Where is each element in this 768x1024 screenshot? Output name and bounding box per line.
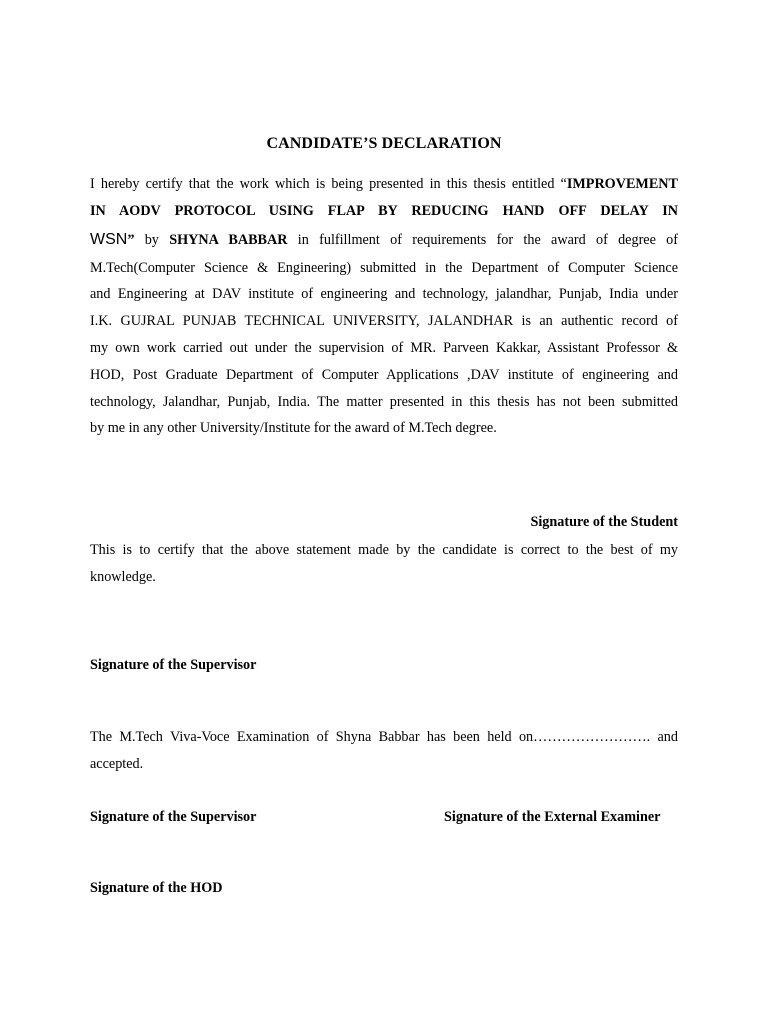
closing-quote: ” — [127, 231, 135, 248]
declaration-line-3 — [90, 225, 678, 255]
viva-paragraph — [90, 724, 678, 778]
signature-supervisor: Signature of the Supervisor — [90, 657, 257, 673]
declaration-line-6: I.K. GUJRAL PUNJAB TECHNICAL UNIVERSITY, JALANDHAR is an authentic record of — [90, 313, 678, 330]
certify-paragraph — [90, 537, 678, 591]
declaration-line-1 — [90, 171, 678, 198]
declaration-line-7: my own work carried out under the supervision of MR. Parveen Kakkar, Assistant Professor & — [90, 339, 678, 356]
thesis-title-part-3: WSN — [90, 230, 128, 248]
certify-line-2: knowledge. — [90, 568, 156, 585]
declaration-line-4: M.Tech(Computer Science & Engineering) submitted in the Department of Computer Science — [90, 259, 678, 276]
signature-student: Signature of the Student — [530, 514, 678, 530]
declaration-line-5: and Engineering at DAV institute of engineering and technology, jalandhar, Punjab, India under — [90, 286, 678, 303]
page-title: CANDIDATE’S DECLARATION — [266, 135, 502, 152]
viva-line-2: accepted. — [90, 755, 144, 772]
candidate-name: SHYNA BABBAR — [169, 231, 288, 248]
declaration-text: I hereby certify that the work which is being presented in this thesis entitled “ — [90, 176, 567, 192]
declaration-line-9: technology, Jalandhar, Punjab, India. The matter presented in this thesis has not been submitted — [90, 393, 678, 410]
declaration-line-8: HOD, Post Graduate Department of Computer Applications ,DAV institute of engineering and — [90, 366, 678, 383]
certify-line-1: This is to certify that the above statement made by the candidate is correct to the best of my — [90, 542, 678, 558]
declaration-line-2 — [90, 198, 678, 225]
viva-line-1: The M.Tech Viva-Voce Examination of Shyna Babbar has been held on……………………. and — [90, 729, 678, 745]
declaration-text: in fulfillment of requirements for the award of degree of — [287, 231, 679, 248]
thesis-title-part-2: IN AODV PROTOCOL USING FLAP BY REDUCING HAND OFF DELAY IN — [90, 202, 678, 219]
by-text: by — [134, 231, 170, 248]
signature-external-examiner: Signature of the External Examiner — [444, 809, 661, 825]
signature-supervisor-second: Signature of the Supervisor — [90, 809, 257, 825]
signature-hod: Signature of the HOD — [90, 880, 223, 896]
declaration-paragraph — [90, 171, 678, 442]
thesis-title-part-1: IMPROVEMENT — [566, 176, 678, 192]
declaration-line-10: by me in any other University/Institute for the award of M.Tech degree. — [90, 420, 497, 437]
